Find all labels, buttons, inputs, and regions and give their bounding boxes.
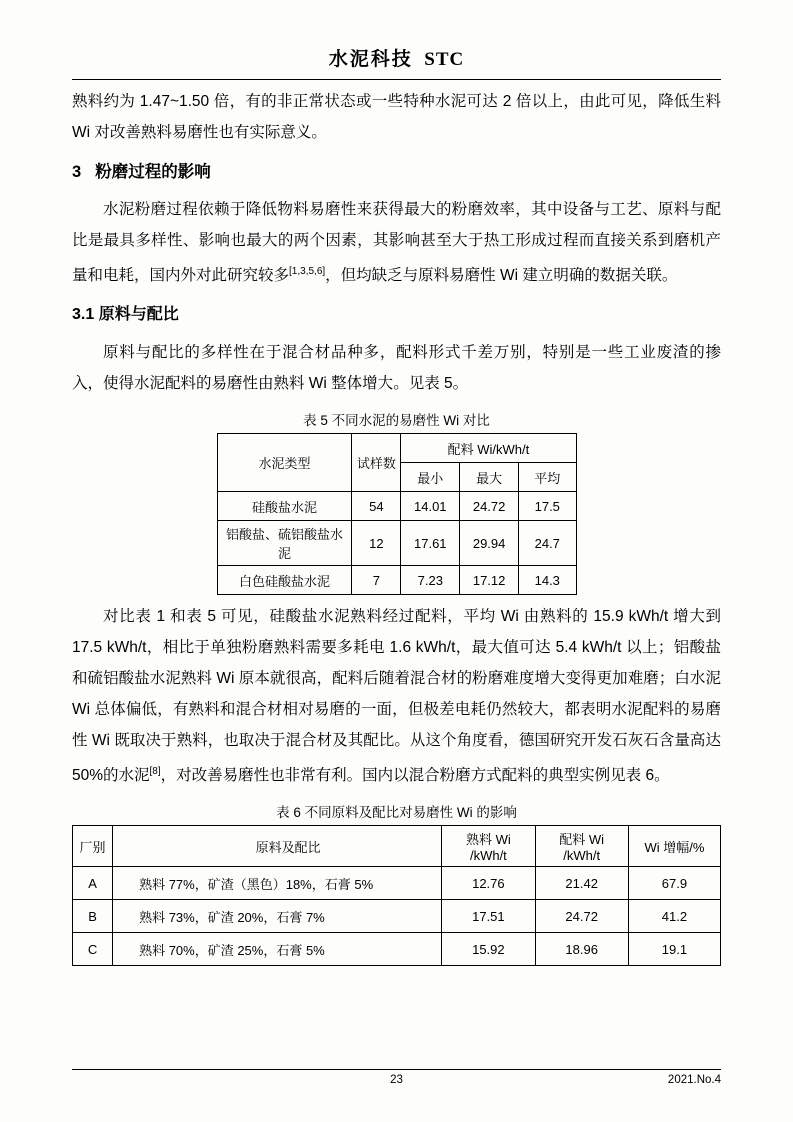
page-header (72, 0, 721, 71)
subsection-number: 3.1 (72, 306, 95, 324)
paragraph-after-table5-tail: ，对改善易磨性也非常有利。国内以混合粉磨方式配料的典型实例见表 6。 (160, 767, 670, 785)
th-wi-increase: Wi 增幅/% (628, 826, 720, 867)
footer-row (72, 1074, 721, 1092)
cell-mix: 熟料 77%，矿渣（黑色）18%，石膏 5% (113, 867, 442, 900)
cell-min: 7.23 (401, 566, 460, 595)
cell-n: 54 (352, 492, 401, 521)
page-number: 23 (390, 1074, 403, 1086)
table5-caption: 表 5 不同水泥的易磨性 Wi 对比 (303, 413, 490, 429)
cell-increase: 41.2 (628, 900, 720, 933)
cell-clinker: 15.92 (442, 933, 535, 966)
cell-clinker: 12.76 (442, 867, 535, 900)
table-row (73, 867, 721, 900)
cell-avg: 17.5 (519, 492, 576, 521)
th-blend-wi: 配料 Wi /kWh/t (535, 826, 628, 867)
table6-caption: 表 6 不同原料及配比对易磨性 Wi 的影响 (276, 805, 517, 821)
cell-type: 白色硅酸盐水泥 (217, 566, 352, 595)
cell-increase: 67.9 (628, 867, 720, 900)
cell-avg: 24.7 (519, 521, 576, 566)
issue-label: 2021.No.4 (667, 1074, 721, 1086)
paragraph-top: 熟料约为 1.47~1.50 倍，有的非正常状态或一些特种水泥可达 2 倍以上，由此可见，降低生料 Wi 对改善熟料易磨性也有实际意义。 (72, 93, 721, 141)
cell-increase: 19.1 (628, 933, 720, 966)
cell-blend: 21.42 (535, 867, 628, 900)
journal-title: 水泥科技 (328, 49, 413, 70)
table-row-header (73, 826, 721, 867)
cell-mix: 熟料 70%，矿渣 25%，石膏 5% (113, 933, 442, 966)
cell-n: 12 (352, 521, 401, 566)
citation-ref-8: [8] (149, 766, 161, 778)
paragraph-after-table5-main: 对比表 1 和表 5 可见，硅酸盐水泥熟料经过配料，平均 Wi 由熟料的 15.9 kWh/t 增大到 17.5 kWh/t，相比于单独粉磨熟料需要多耗电 1.6 kWh/t，最大值可达 5.4 kWh/t 以上；铝酸盐和硫铝酸盐水泥熟料 Wi 原本就很高，配料后随着混合材的粉磨难度增大变得更加难磨；白水泥 Wi 总体偏低，有熟料和混合材相对易磨的一面，但极差电耗仍然较大，都表明水泥配料的易磨性 Wi 既取决于熟料，也取决于混合材及其配比。从这个角度看，德国研究开发石灰石含量高达 50%的水泥 (72, 608, 721, 785)
th-clinker-wi: 熟料 Wi /kWh/t (442, 826, 535, 867)
th-cement-type: 水泥类型 (217, 434, 352, 492)
cell-plant: B (73, 900, 113, 933)
th-mix: 原料及配比 (113, 826, 442, 867)
cell-blend: 18.96 (535, 933, 628, 966)
th-sample-count: 试样数 (352, 434, 401, 492)
table-6 (72, 825, 721, 966)
journal-brand: STC (424, 49, 465, 70)
table-row (217, 566, 576, 595)
th-plant: 厂别 (73, 826, 113, 867)
paragraph-3-1 (72, 188, 721, 291)
cell-mix: 熟料 73%，矿渣 20%，石膏 7% (113, 900, 442, 933)
paragraph-3-1-tail: ，但均缺乏与原料易磨性 Wi 建立明确的数据关联。 (325, 267, 678, 285)
cell-max: 29.94 (460, 521, 519, 566)
cell-type: 硅酸盐水泥 (217, 492, 352, 521)
cell-avg: 14.3 (519, 566, 576, 595)
cell-type: 铝酸盐、硫铝酸盐水泥 (217, 521, 352, 566)
table-row (217, 492, 576, 521)
section-number: 3 (72, 163, 82, 181)
table-row (73, 900, 721, 933)
table-row (217, 521, 576, 566)
cell-min: 17.61 (401, 521, 460, 566)
section-heading-3 (72, 158, 721, 186)
th-avg: 平均 (519, 463, 576, 492)
cell-clinker: 17.51 (442, 900, 535, 933)
cell-max: 24.72 (460, 492, 519, 521)
section-heading-3-1 (72, 301, 721, 329)
th-min: 最小 (401, 463, 460, 492)
page-footer (72, 1069, 721, 1092)
table-5 (217, 433, 577, 595)
table-row (73, 933, 721, 966)
paragraph-after-table5 (72, 595, 721, 791)
section-title: 粉磨过程的影响 (95, 163, 211, 181)
cell-n: 7 (352, 566, 401, 595)
th-blend-wi-group: 配料 Wi/kWh/t (401, 434, 576, 463)
cell-blend: 24.72 (535, 900, 628, 933)
cell-plant: C (73, 933, 113, 966)
subsection-title: 原料与配比 (98, 306, 179, 324)
paragraph-3-1-1: 原料与配比的多样性在于混合材品种多，配料形式千差万别，特别是一些工业废渣的掺入，使得水泥配料的易磨性由熟料 Wi 整体增大。见表 5。 (72, 344, 721, 393)
footer-divider (72, 1069, 721, 1070)
cell-max: 17.12 (460, 566, 519, 595)
cell-min: 14.01 (401, 492, 460, 521)
paragraph-3-1-main: 水泥粉磨过程依赖于降低物料易磨性来获得最大的粉磨效率，其中设备与工艺、原料与配比是最具多样性、影响也最大的两个因素，其影响甚至大于热工形成过程而直接关系到磨机产量和电耗，国内外对此研究较多 (72, 201, 721, 285)
citation-ref-1: [1,3,5,6] (289, 266, 326, 277)
th-max: 最大 (460, 463, 519, 492)
table-row-header (217, 434, 576, 463)
cell-plant: A (73, 867, 113, 900)
